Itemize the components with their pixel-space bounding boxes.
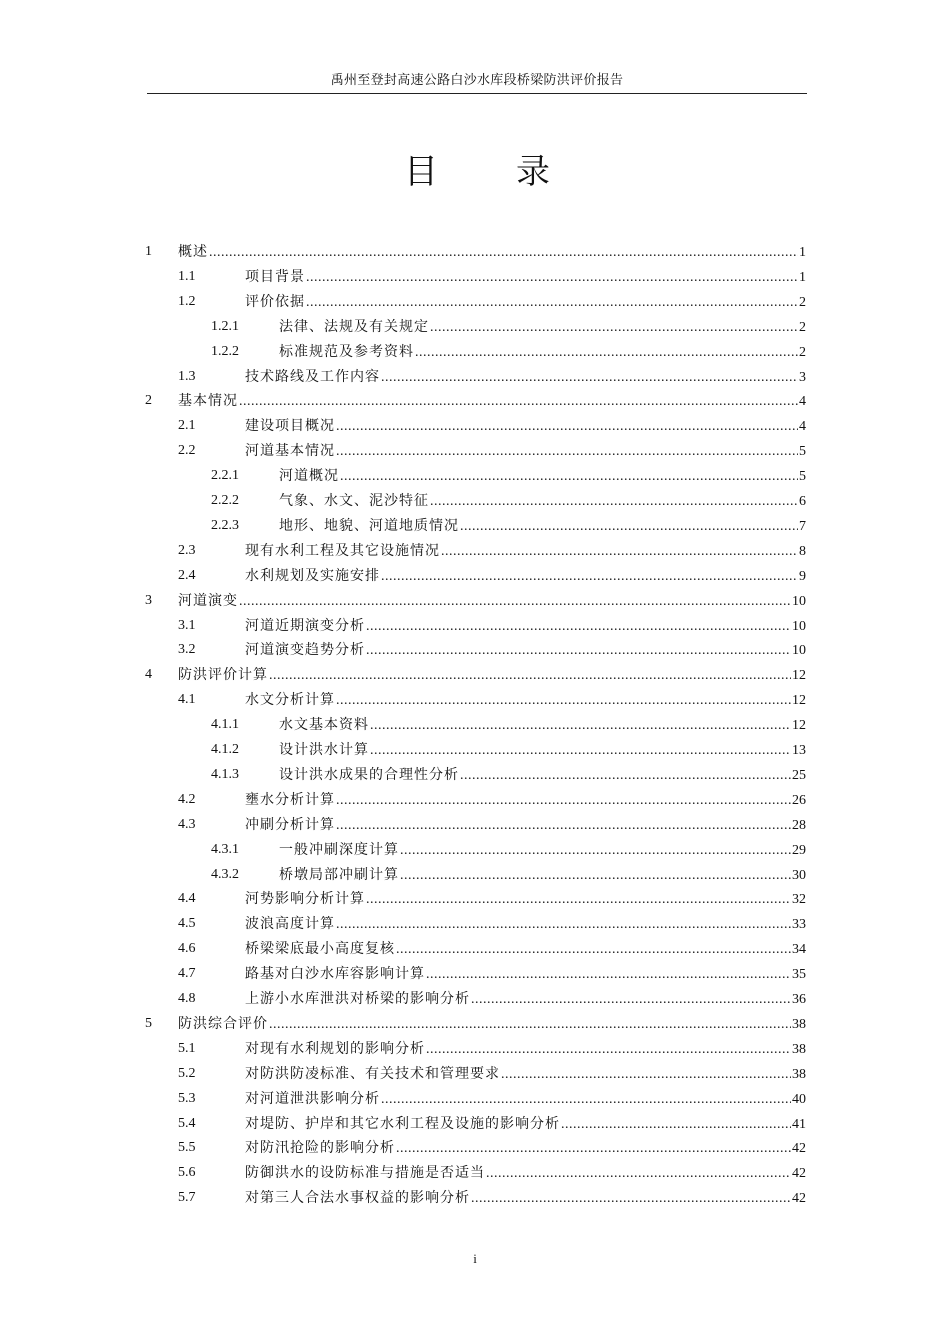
toc-entry-number: 5.3 bbox=[178, 1090, 196, 1106]
toc-entry-title: 上游小水库泄洪对桥梁的影响分析 bbox=[245, 991, 470, 1007]
toc-entry-page: 7 bbox=[799, 518, 806, 534]
toc-entry[interactable] bbox=[0, 265, 950, 289]
toc-entry-line bbox=[245, 1112, 806, 1137]
toc-entry-title: 河道基本情况 bbox=[245, 443, 335, 460]
toc-entry[interactable] bbox=[0, 564, 950, 588]
toc-entry-line bbox=[245, 937, 806, 962]
toc-entry-line bbox=[245, 887, 806, 912]
toc-entry[interactable] bbox=[0, 962, 950, 986]
toc-entry-title: 桥墩局部冲刷计算 bbox=[279, 866, 399, 883]
toc-entry-line bbox=[245, 439, 806, 464]
toc-entry-line bbox=[245, 813, 806, 838]
toc-dot-leader bbox=[460, 515, 798, 539]
toc-dot-leader bbox=[306, 291, 798, 315]
toc-entry-number: 2.1 bbox=[178, 418, 196, 434]
toc-entry-title: 评价依据 bbox=[245, 293, 305, 310]
toc-entry-title: 基本情况 bbox=[178, 393, 238, 410]
toc-entry-line bbox=[245, 1136, 806, 1161]
toc-entry[interactable] bbox=[0, 1012, 950, 1036]
toc-dot-leader bbox=[239, 590, 791, 614]
toc-entry-number: 4.1.2 bbox=[211, 742, 239, 757]
toc-entry-number: 4.4 bbox=[178, 891, 196, 907]
toc-entry-title: 对防洪防凌标准、有关技术和管理要求 bbox=[245, 1065, 500, 1082]
toc-entry-page: 40 bbox=[792, 1091, 806, 1107]
toc-entry-line bbox=[178, 663, 806, 688]
toc-entry-line bbox=[245, 987, 806, 1012]
toc-entry-line bbox=[245, 912, 806, 937]
toc-dot-leader bbox=[400, 839, 791, 863]
toc-dot-leader bbox=[336, 789, 791, 813]
toc-entry-line bbox=[245, 290, 806, 315]
toc-entry-number: 5.7 bbox=[178, 1190, 196, 1206]
toc-entry-title: 建设项目概况 bbox=[245, 418, 335, 435]
toc-entry-title: 法律、法规及有关规定 bbox=[279, 318, 429, 335]
page-number: i bbox=[473, 1251, 477, 1266]
toc-entry-title: 路基对白沙水库容影响计算 bbox=[245, 966, 425, 983]
toc-entry[interactable] bbox=[0, 1087, 950, 1111]
toc-entry-page: 8 bbox=[799, 543, 806, 559]
toc-entry-title: 河道演变 bbox=[178, 592, 238, 609]
toc-entry-line bbox=[245, 564, 806, 589]
toc-entry-line bbox=[245, 1062, 806, 1087]
toc-entry-number: 4.5 bbox=[178, 916, 196, 932]
toc-entry-page: 35 bbox=[792, 967, 806, 983]
header-divider bbox=[147, 93, 807, 94]
toc-dot-leader bbox=[381, 1088, 791, 1112]
toc-entry-number: 4.1.3 bbox=[211, 766, 239, 782]
toc-entry-page: 38 bbox=[792, 1041, 806, 1057]
toc-entry-title: 气象、水文、泥沙特征 bbox=[279, 493, 429, 509]
toc-dot-leader bbox=[336, 913, 791, 937]
toc-entry-line bbox=[245, 265, 806, 290]
toc-entry-title: 设计洪水计算 bbox=[279, 742, 369, 758]
toc-entry-page: 36 bbox=[792, 992, 806, 1007]
toc-entry[interactable] bbox=[0, 589, 950, 613]
toc-entry[interactable] bbox=[0, 539, 950, 563]
toc-entry-title: 概述 bbox=[178, 244, 208, 260]
toc-entry[interactable] bbox=[0, 1062, 950, 1086]
toc-entry-line bbox=[245, 1186, 806, 1211]
toc-entry-page: 33 bbox=[792, 917, 806, 933]
toc-entry-number: 4.1 bbox=[178, 692, 196, 708]
toc-entry-title: 对第三人合法水事权益的影响分析 bbox=[245, 1190, 470, 1207]
toc-entry-number: 5.2 bbox=[178, 1065, 196, 1081]
toc-dot-leader bbox=[430, 490, 798, 514]
toc-entry-title: 地形、地貌、河道地质情况 bbox=[279, 517, 459, 534]
toc-entry[interactable] bbox=[0, 464, 950, 488]
toc-entry-title: 项目背景 bbox=[245, 268, 305, 285]
toc-entry-line bbox=[245, 365, 806, 390]
toc-dot-leader bbox=[486, 1162, 791, 1186]
toc-entry-title: 对河道泄洪影响分析 bbox=[245, 1090, 380, 1107]
toc-entry-number: 5.1 bbox=[178, 1040, 196, 1056]
toc-entry-page: 1 bbox=[799, 269, 806, 285]
toc-entry[interactable] bbox=[0, 340, 950, 364]
toc-entry-title: 现有水利工程及其它设施情况 bbox=[245, 542, 440, 559]
toc-dot-leader bbox=[415, 341, 798, 365]
toc-entry[interactable] bbox=[0, 414, 950, 438]
toc-dot-leader bbox=[370, 714, 791, 738]
toc-entry-number: 1.3 bbox=[178, 368, 196, 384]
toc-dot-leader bbox=[396, 1137, 791, 1161]
toc-entry[interactable] bbox=[0, 838, 950, 862]
toc-entry-line bbox=[245, 788, 806, 813]
toc-entry-page: 2 bbox=[799, 344, 806, 360]
toc-dot-leader bbox=[340, 465, 798, 489]
toc-dot-leader bbox=[336, 440, 798, 464]
toc-entry-line bbox=[245, 1037, 806, 1062]
toc-entry[interactable] bbox=[0, 1112, 950, 1136]
toc-entry-page: 41 bbox=[792, 1116, 806, 1132]
toc-entry-number: 4.7 bbox=[178, 966, 196, 982]
toc-dot-leader bbox=[426, 963, 791, 987]
toc-entry[interactable] bbox=[0, 365, 950, 389]
toc-entry-number: 4 bbox=[145, 667, 152, 683]
toc-entry-page: 9 bbox=[799, 568, 806, 584]
toc-entry-title: 河道近期演变分析 bbox=[245, 617, 365, 634]
toc-entry-number: 1.1 bbox=[178, 268, 196, 284]
toc-entry-page: 10 bbox=[792, 618, 806, 634]
toc-entry-number: 1.2 bbox=[178, 293, 196, 309]
toc-entry-title: 对防汛抢险的影响分析 bbox=[245, 1140, 395, 1157]
toc-entry-line bbox=[279, 713, 806, 738]
toc-entry-title: 河道演变趋势分析 bbox=[245, 642, 365, 659]
toc-dot-leader bbox=[370, 739, 791, 763]
toc-entry-title: 对现有水利规划的影响分析 bbox=[245, 1040, 425, 1057]
toc-entry-line bbox=[279, 838, 806, 863]
toc-entry-number: 4.6 bbox=[178, 941, 196, 957]
toc-entry[interactable] bbox=[0, 912, 950, 936]
toc-dot-leader bbox=[269, 664, 791, 688]
toc-entry-number: 3.1 bbox=[178, 617, 196, 633]
toc-dot-leader bbox=[239, 390, 798, 414]
toc-entry-number: 3.2 bbox=[178, 642, 196, 658]
toc-entry-page: 4 bbox=[799, 394, 806, 410]
toc-entry-page: 10 bbox=[792, 593, 806, 609]
toc-entry-page: 2 bbox=[799, 294, 806, 310]
toc-dot-leader bbox=[471, 1187, 791, 1211]
toc-entry-line bbox=[279, 514, 806, 539]
toc-entry[interactable] bbox=[0, 738, 950, 762]
toc-entry-title: 技术路线及工作内容 bbox=[245, 368, 380, 385]
toc-entry[interactable] bbox=[0, 688, 950, 712]
toc-entry[interactable] bbox=[0, 614, 950, 638]
toc-entry-title: 壅水分析计算 bbox=[245, 791, 335, 808]
toc-entry-title: 防洪综合评价 bbox=[178, 1015, 268, 1032]
toc-entry-title: 水利规划及实施安排 bbox=[245, 567, 380, 584]
toc-entry-line bbox=[245, 1087, 806, 1112]
toc-entry[interactable] bbox=[0, 240, 950, 264]
toc-entry-line bbox=[245, 614, 806, 639]
toc-dot-leader bbox=[366, 615, 791, 639]
toc-entry-line bbox=[279, 464, 806, 489]
toc-entry-number: 5.6 bbox=[178, 1165, 196, 1181]
toc-entry-line bbox=[245, 414, 806, 439]
toc-entry-number: 4.2 bbox=[178, 791, 196, 807]
toc-entry-page: 1 bbox=[799, 245, 806, 260]
toc-entry-title: 防御洪水的设防标准与措施是否适当 bbox=[245, 1165, 485, 1182]
toc-entry-line bbox=[178, 1012, 806, 1037]
toc-entry-number: 1.2.1 bbox=[211, 318, 239, 334]
toc-dot-leader bbox=[430, 316, 798, 340]
toc-entry-page: 34 bbox=[792, 942, 806, 958]
toc-dot-leader bbox=[441, 540, 798, 564]
toc-entry-page: 5 bbox=[799, 444, 806, 460]
toc-entry[interactable] bbox=[0, 1136, 950, 1160]
toc-entry-number: 2 bbox=[145, 393, 152, 409]
toc-entry-title: 水文基本资料 bbox=[279, 717, 369, 734]
toc-entry-number: 2.2.1 bbox=[211, 468, 239, 484]
toc-entry-page: 12 bbox=[792, 693, 806, 709]
toc-entry[interactable] bbox=[0, 763, 950, 787]
toc-entry-title: 一般冲刷深度计算 bbox=[279, 841, 399, 858]
toc-dot-leader bbox=[336, 814, 791, 838]
toc-entry-title: 设计洪水成果的合理性分析 bbox=[279, 766, 459, 783]
toc-entry-title: 防洪评价计算 bbox=[178, 667, 268, 684]
toc-entry-line bbox=[245, 638, 806, 663]
toc-entry-line bbox=[279, 340, 806, 365]
toc-entry[interactable] bbox=[0, 439, 950, 463]
toc-entry[interactable] bbox=[0, 315, 950, 339]
toc-entry-line bbox=[178, 240, 806, 265]
toc-entry-page: 10 bbox=[792, 643, 806, 659]
toc-entry-title: 波浪高度计算 bbox=[245, 916, 335, 933]
toc-entry-page: 38 bbox=[792, 1066, 806, 1082]
toc-entry-title: 冲刷分析计算 bbox=[245, 816, 335, 833]
toc-entry-number: 1.2.2 bbox=[211, 343, 239, 359]
toc-entry-number: 4.1.1 bbox=[211, 717, 239, 733]
toc-entry-page: 30 bbox=[792, 867, 806, 883]
toc-entry-page: 32 bbox=[792, 892, 806, 908]
toc-dot-leader bbox=[366, 639, 791, 663]
toc-entry-page: 13 bbox=[792, 743, 806, 758]
toc-entry[interactable] bbox=[0, 713, 950, 737]
toc-entry[interactable] bbox=[0, 987, 950, 1011]
toc-entry-page: 25 bbox=[792, 767, 806, 783]
toc-entry[interactable] bbox=[0, 514, 950, 538]
toc-entry-page: 12 bbox=[792, 718, 806, 734]
toc-entry-line bbox=[245, 688, 806, 713]
toc-dot-leader bbox=[426, 1038, 791, 1062]
toc-dot-leader bbox=[471, 988, 791, 1012]
toc-entry-line bbox=[279, 763, 806, 788]
toc-entry-page: 6 bbox=[799, 494, 806, 509]
toc-entry[interactable] bbox=[0, 937, 950, 961]
toc-dot-leader bbox=[336, 689, 791, 713]
toc-entry[interactable] bbox=[0, 489, 950, 513]
toc-entry[interactable] bbox=[0, 290, 950, 314]
toc-entry-page: 42 bbox=[792, 1166, 806, 1182]
toc-entry-title: 桥梁梁底最小高度复核 bbox=[245, 941, 395, 958]
toc-dot-leader bbox=[400, 864, 791, 888]
toc-entry-page: 12 bbox=[792, 668, 806, 684]
toc-entry-line bbox=[245, 539, 806, 564]
toc-entry-page: 5 bbox=[799, 469, 806, 485]
toc-dot-leader bbox=[561, 1113, 791, 1137]
toc-dot-leader bbox=[381, 366, 798, 390]
toc-entry-number: 4.3 bbox=[178, 816, 196, 832]
toc-dot-leader bbox=[396, 938, 791, 962]
toc-entry[interactable] bbox=[0, 1186, 950, 1210]
toc-entry-number: 5.4 bbox=[178, 1115, 196, 1131]
toc-entry-page: 28 bbox=[792, 817, 806, 833]
toc-entry[interactable] bbox=[0, 788, 950, 812]
toc-dot-leader bbox=[381, 565, 798, 589]
toc-entry-number: 5 bbox=[145, 1015, 152, 1031]
toc-entry-line bbox=[279, 489, 806, 514]
toc-entry-number: 5.5 bbox=[178, 1140, 196, 1156]
toc-entry-page: 2 bbox=[799, 319, 806, 335]
toc-entry[interactable] bbox=[0, 638, 950, 662]
toc-dot-leader bbox=[501, 1063, 791, 1087]
toc-dot-leader bbox=[209, 241, 798, 265]
toc-entry[interactable] bbox=[0, 1037, 950, 1061]
toc-entry-line bbox=[178, 589, 806, 614]
toc-entry-line bbox=[245, 962, 806, 987]
toc-entry-title: 河道概况 bbox=[279, 468, 339, 485]
page-header: 禹州至登封高速公路白沙水库段桥梁防洪评价报告 bbox=[330, 73, 624, 88]
toc-dot-leader bbox=[336, 415, 798, 439]
toc-dot-leader bbox=[460, 764, 791, 788]
toc-entry-line bbox=[279, 738, 806, 763]
toc-entry[interactable] bbox=[0, 1161, 950, 1185]
toc-entry-page: 42 bbox=[792, 1141, 806, 1157]
toc-entry-number: 3 bbox=[145, 592, 152, 608]
toc-dot-leader bbox=[306, 266, 798, 290]
toc-entry-page: 38 bbox=[792, 1016, 806, 1032]
toc-entry-number: 4.8 bbox=[178, 991, 196, 1006]
toc-dot-leader bbox=[366, 888, 791, 912]
toc-entry-page: 3 bbox=[799, 369, 806, 385]
toc-entry-title: 水文分析计算 bbox=[245, 692, 335, 709]
toc-entry-number: 4.3.2 bbox=[211, 866, 239, 882]
toc-entry-number: 4.3.1 bbox=[211, 841, 239, 857]
toc-entry-title: 标准规范及参考资料 bbox=[279, 343, 414, 360]
toc-entry[interactable] bbox=[0, 863, 950, 887]
toc-title: 目录 bbox=[404, 152, 628, 192]
toc-entry-page: 26 bbox=[792, 792, 806, 808]
toc-entry-number: 2.4 bbox=[178, 567, 196, 583]
toc-entry-page: 4 bbox=[799, 419, 806, 435]
toc-entry[interactable] bbox=[0, 887, 950, 911]
toc-entry-number: 2.2.2 bbox=[211, 493, 239, 508]
toc-entry-line bbox=[279, 863, 806, 888]
toc-entry[interactable] bbox=[0, 813, 950, 837]
toc-entry-number: 1 bbox=[145, 244, 152, 259]
toc-entry-number: 2.2 bbox=[178, 443, 196, 459]
toc-entry-page: 42 bbox=[792, 1191, 806, 1207]
toc-entry[interactable] bbox=[0, 389, 950, 413]
toc-entry-title: 对堤防、护岸和其它水利工程及设施的影响分析 bbox=[245, 1115, 560, 1132]
toc-entry-title: 河势影响分析计算 bbox=[245, 891, 365, 908]
toc-dot-leader bbox=[269, 1013, 791, 1037]
toc-entry-page: 29 bbox=[792, 842, 806, 858]
toc-entry-line bbox=[279, 315, 806, 340]
toc-entry-number: 2.3 bbox=[178, 542, 196, 558]
toc-entry-number: 2.2.3 bbox=[211, 517, 239, 533]
toc-entry[interactable] bbox=[0, 663, 950, 687]
toc-entry-line bbox=[245, 1161, 806, 1186]
toc-entry-line bbox=[178, 389, 806, 414]
